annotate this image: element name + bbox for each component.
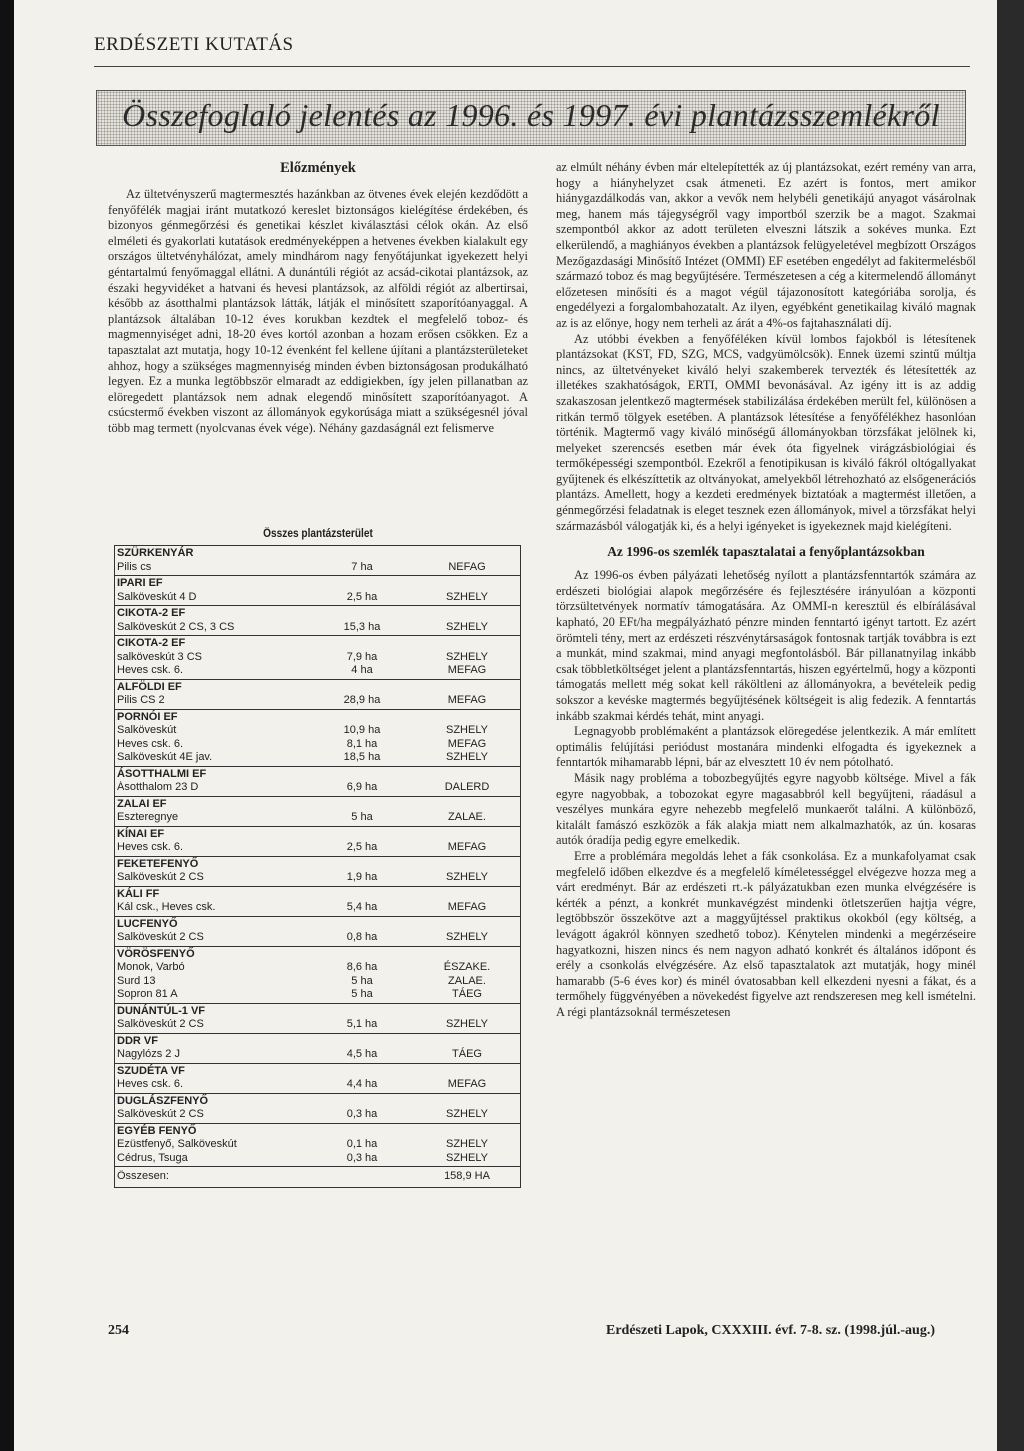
title-banner: [96, 90, 966, 146]
area-cell: 0,3 ha: [346, 1108, 378, 1120]
page-number: 254: [108, 1323, 129, 1338]
site-cell: salköveskút 3 CS: [117, 650, 202, 663]
species-name: LUCFENYŐ: [117, 917, 178, 930]
site-cell: Kál csk., Heves csk.: [117, 901, 216, 913]
site-cell: Sopron 81 A: [117, 988, 178, 1000]
table-row: [117, 931, 518, 945]
right-paragraph-1: az elmúlt néhány évben már eltelepítették az új plantázsokat, ezért remény van arra, hogy a hiányhelyzet csak átmeneti. Ez azért is fontos, mert amikor hiánygazdálkodás van, akkor a vevők nem helybéli genetikájú anyagot vásárolnak meg, hanem más tájegységről vagy importból szerzik be a magot. Szakmai szempontból akkor az adott területen elveszni látszik a sokéves munka. Ezt elkerülendő, a maghiányos években a plantázsok felügyeletével megbízott Országos Mezőgazdasági Minősítő Intézet (OMMI) EF esetében engedélyt ad fakitermelésből származó toboz és mag begyűjtésére. Természetesen a cég a kitermelendő állományt előzetesen minősíti és a magot végül tájazonosított kategóriába sorolja, és engedélyezi a forgalombahozatalt. Az ilyen, egyébként genetikailag kiváló magnak az is az előnye, hogy nem terheli az árát a 4%-os fajtahasználati díj.: [556, 160, 976, 330]
org-cell: ÉSZAKE.: [443, 961, 491, 973]
right-paragraph-5: Másik nagy probléma a tobozbegyűjtés egyre nagyobb költsége. Mivel a fák egyre nagyobbak, a tobozokat egyre magasabbról kell begyűjteni, ráadásul a veszélyes munkára egyre nehezebb megfelelő munkaerőt találni. A különböző, kitalált famászó eszközök a fák alakja miatt nem alkalmazhatók, az ún. kosaras autók óradíja pedig egyre emelkedik.: [556, 770, 976, 848]
site-cell: Eszteregnye: [117, 811, 179, 823]
table-title: Összes plantázsterület: [263, 528, 373, 540]
species-name: PORNÓI EF: [117, 710, 178, 723]
table-group: [115, 826, 520, 856]
species-name: IPARI EF: [117, 577, 163, 589]
species-name: EGYÉB FENYŐ: [117, 1124, 197, 1137]
site-cell: Salköveskút 2 CS: [117, 1018, 204, 1030]
area-cell: 7,9 ha: [346, 650, 378, 663]
table-row: [117, 871, 518, 885]
area-cell: 15,3 ha: [343, 620, 381, 633]
org-cell: MEFAG: [447, 694, 487, 706]
table-row: [117, 988, 518, 1002]
site-cell: Pilis CS 2: [117, 694, 165, 706]
right-paragraph-6: Erre a problémára megoldás lehet a fák csonkolása. Ez a munkafolyamat csak megfelelő időben elkezdve és a megfelelő kíméletességgel elvégezve hozza meg a várt eredményt. Bár az erdészeti rt.-k pályázatukban ezen munka elvégzésére is kérték a pénzt, a konkrét munkavégzést mindenki ötletszerűen hajtja végre, legtöbbször összekötve azt a maggyűjtéssel praktikus okokból (egy költség, a levágott ágakról könnyen szedhető toboz). Kénytelen mindenki a megérzéseire hagyatkozni, hiszen nincs és nem nagyon adható konkrét és általános időpont és erély a csonkolás elvégzésére. Az első tapasztalatok azt mutatják, hogy minél hamarabb (5-6 éves kor) és minél óvatosabban kell elkezdeni nyesni a fákat, és a termőhely függvényében a növekedést figyelve azt rendszeresen meg kell ismételni. A régi plantázsoknál természetesen: [556, 848, 976, 1019]
area-cell: 18,5 ha: [343, 751, 381, 763]
table-group: [115, 605, 520, 635]
species-name: ZALAI EF: [117, 797, 167, 810]
org-cell: SZHELY: [446, 1108, 488, 1120]
species-name: KÍNAI EF: [117, 827, 165, 840]
species-name: KÁLI FF: [117, 887, 160, 900]
org-cell: SZHELY: [446, 931, 488, 943]
area-cell: 28,9 ha: [343, 694, 381, 706]
org-cell: MEFAG: [447, 1078, 487, 1090]
table-row: [117, 1152, 518, 1166]
species-name: VÖRÖSFENYŐ: [117, 947, 195, 960]
table-group: [115, 1093, 520, 1123]
area-cell: 0,1 ha: [346, 1138, 378, 1150]
table-group: [115, 635, 520, 679]
org-cell: ZALAE.: [448, 811, 486, 823]
right-paragraph-4: Legnagyobb problémaként a plantázsok elöregedése jelentkezik. A már említett optimális felújítási periódust mostanára mindenki elfogadta és igyekeznek a fenntartók mihamarabb lépni, bár az elvesztett 10 év nem pótolható.: [556, 724, 976, 770]
org-cell: MEFAG: [447, 841, 487, 853]
org-cell: MEFAG: [447, 664, 487, 676]
area-cell: 5,1 ha: [346, 1018, 378, 1030]
org-cell: SZHELY: [446, 1138, 488, 1150]
table-row: [117, 811, 518, 825]
right-column: [556, 160, 976, 1020]
table-group: [115, 709, 520, 766]
area-cell: 0,8 ha: [346, 931, 378, 943]
site-cell: Heves csk. 6.: [117, 664, 184, 676]
area-cell: 8,6 ha: [346, 961, 378, 973]
table-row: [117, 901, 518, 915]
scan-left-edge: [0, 0, 14, 1451]
site-cell: Salköveskút 2 CS: [117, 931, 204, 943]
species-name: DUGLÁSZFENYŐ: [117, 1094, 209, 1107]
table-group: [115, 1063, 520, 1093]
species-name: SZÜRKENYÁR: [117, 547, 194, 559]
table-row: [117, 975, 518, 989]
site-cell: Ásotthalom 23 D: [117, 781, 199, 793]
table-row: [117, 724, 518, 738]
area-cell: 4 ha: [351, 664, 373, 676]
table-row: [117, 694, 518, 708]
right-paragraph-3: Az 1996-os évben pályázati lehetőség nyílott a plantázsfenntartók számára az erdészeti biológiai alapok megőrzésére és fejlesztésére irányulóan a központi törzsültetvények normatív támogatására. Az OMMI-n keresztül és elbírálásával kapható, 20 EFt/ha megpályázható pénzre minden fenntartó igényt tartott. Ez azért örömteli tény, mert az erdészeti részvénytársaságok fontosnak tartják továbbra is ezt a munkát, mind szakmai, mind anyagi megfontolásból. Bár pillanatnyilag inkább csak többletköltséget jelent a plantázsfenntartás, hiszen egyértelmű, hogy a központi támogatás mellett még sokat kell ráköltleni az állományokra, a bevételeik pedig sokszor a kevéske magtermés begyűjtésének költségeit is alig fedezik. A fenntartás inkább szakmai kérdés tehát, mint anyagi.: [556, 568, 976, 723]
site-cell: Heves csk. 6.: [117, 1078, 184, 1090]
area-cell: 1,9 ha: [346, 871, 378, 883]
species-name: ALFÖLDI EF: [117, 680, 182, 693]
site-cell: Salköveskút 4 D: [117, 590, 197, 603]
table-row: [117, 1018, 518, 1032]
site-cell: Ezüstfenyő, Salköveskút: [117, 1138, 237, 1150]
table-row: [117, 781, 518, 795]
left-column: [108, 160, 528, 437]
org-cell: SZHELY: [446, 1018, 488, 1030]
table-group: [115, 886, 520, 916]
area-cell: 5,4 ha: [346, 901, 378, 913]
area-cell: 5 ha: [351, 988, 373, 1000]
table-row: [117, 1048, 518, 1062]
table-group: [115, 856, 520, 886]
org-cell: TÁEG: [452, 1048, 482, 1060]
area-cell: 2,5 ha: [346, 841, 378, 853]
org-cell: SZHELY: [446, 590, 488, 603]
plantation-table: [114, 545, 521, 1188]
org-cell: NEFAG: [448, 560, 486, 573]
table-row: [117, 561, 518, 575]
area-cell: 7 ha: [351, 560, 373, 573]
species-name: SZUDÉTA VF: [117, 1064, 185, 1077]
table-row: [117, 591, 518, 605]
table-row: [117, 1078, 518, 1092]
site-cell: Nagylózs 2 J: [117, 1048, 180, 1060]
area-cell: 6,9 ha: [346, 781, 378, 793]
site-cell: Salköveskút 2 CS: [117, 871, 204, 883]
org-cell: SZHELY: [446, 724, 488, 736]
area-cell: 5 ha: [351, 811, 373, 823]
species-name: CIKOTA-2 EF: [117, 607, 186, 619]
article-title: Összefoglaló jelentés az 1996. és 1997. évi plantázsszemlékről: [122, 97, 940, 133]
total-spacer: [307, 1170, 417, 1184]
org-cell: MEFAG: [447, 737, 487, 750]
table-total-row: [115, 1166, 520, 1187]
species-name: FEKETEFENYŐ: [117, 857, 199, 870]
table-group: [115, 679, 520, 709]
table-group: [115, 796, 520, 826]
org-cell: SZHELY: [446, 871, 488, 883]
table-row: [117, 751, 518, 765]
left-paragraph-1: Az ültetvényszerű magtermesztés hazánkban az ötvenes évek elején kezdődött a fenyőfélék magjai iránt mutatkozó kereslet biztonságos kielégítése érdekében, és bizonyos génmegőrzési és genetikai készlet kiválasztási célok okán. Az első elméleti és gyakorlati kutatások eredményeképpen a hetvenes években kialakult egy országos ültetvényhálózat, amely mindhárom nagy fenyőtájunkat igyekezett helyi géntartalmú fenyőmaggal ellátni. A dunántúli régiót az acsád-cikotai plantázsok, az északi hegyvidéket a hatvani és hevesi plantázsok, az alföldi régiót az albertirsai, később az ásotthalmi plantázsok látták, látják el minősített szaporítóanyaggal. A plantázsok általában 10-12 éves korukban kezdtek el megfelelő toboz- és magmennyiséget adni, 18-20 éves kortól azonban a hozam erősen csökken. Ez a tapasztalat azt mutatja, hogy 10-12 évenként fel kellene újítani a plantázsterületeket ahhoz, hogy a szükséges magmennyiség minden évben biztonságosan produkálható legyen. Ez a munka legtöbbször elmaradt az eddigiekben, így jelen pillanatban az elöregedett plantázsok nem adnak elegendő minősített szaporítóanyagot. A csúcstermő években viszont az állományok egykorúsága miatt a szükségesnél jóval több mag termett (nyolcvanas évek vége). Néhány gazdaságnál ezt felismerve: [108, 187, 528, 435]
org-cell: ZALAE.: [448, 974, 486, 987]
table-row: [117, 841, 518, 855]
table-group: [115, 1123, 520, 1167]
species-name: DDR VF: [117, 1034, 158, 1047]
site-cell: Salköveskút: [117, 724, 177, 736]
table-row: [117, 961, 518, 975]
area-cell: 10,9 ha: [343, 724, 381, 736]
table-row: [117, 664, 518, 678]
org-cell: TÁEG: [452, 988, 482, 1000]
table-group: [115, 946, 520, 1003]
table-group: [115, 575, 520, 605]
org-cell: SZHELY: [446, 650, 488, 663]
section-heading-1996: Az 1996-os szemlék tapasztalatai a fenyőplantázsokban: [607, 544, 925, 560]
site-cell: Salköveskút 4E jav.: [117, 751, 213, 763]
table-group: [115, 1003, 520, 1033]
org-cell: SZHELY: [446, 1151, 488, 1164]
site-cell: Heves csk. 6.: [117, 737, 184, 750]
org-cell: SZHELY: [446, 620, 488, 633]
table-group: [115, 766, 520, 796]
table-row: [117, 1108, 518, 1122]
area-cell: 8,1 ha: [346, 737, 378, 750]
site-cell: Heves csk. 6.: [117, 841, 184, 853]
table-row: [117, 621, 518, 635]
site-cell: Salköveskút 2 CS: [117, 1108, 204, 1120]
site-cell: Cédrus, Tsuga: [117, 1151, 188, 1164]
site-cell: Surd 13: [117, 974, 156, 987]
table-row: [117, 738, 518, 752]
table-group: [115, 1033, 520, 1063]
site-cell: Monok, Varbó: [117, 961, 185, 973]
journal-citation: Erdészeti Lapok, CXXXIII. évf. 7-8. sz. (1998.júl.-aug.): [606, 1323, 935, 1338]
site-cell: Pilis cs: [117, 560, 152, 573]
scan-right-edge: [997, 0, 1024, 1451]
table-group: [115, 546, 520, 575]
area-cell: 4,4 ha: [346, 1078, 378, 1090]
section-heading-elozmenyek: Előzmények: [280, 160, 356, 176]
species-name: CIKOTA-2 EF: [117, 637, 186, 649]
table-row: [117, 651, 518, 665]
total-label: Összesen:: [117, 1170, 169, 1182]
species-name: ÁSOTTHALMI EF: [117, 767, 207, 780]
area-cell: 5 ha: [351, 974, 373, 987]
area-cell: 4,5 ha: [346, 1048, 378, 1060]
site-cell: Salköveskút 2 CS, 3 CS: [117, 620, 235, 633]
running-head: ERDÉSZETI KUTATÁS: [94, 34, 294, 55]
org-cell: DALERD: [444, 781, 490, 793]
header-rule: [94, 66, 970, 67]
area-cell: 2,5 ha: [346, 590, 378, 603]
total-value: 158,9 HA: [444, 1170, 490, 1182]
org-cell: SZHELY: [446, 751, 488, 763]
area-cell: 0,3 ha: [346, 1151, 378, 1164]
table-group: [115, 916, 520, 946]
right-paragraph-2: Az utóbbi években a fenyőféléken kívül lombos fajokból is létesítenek plantázsokat (KST, FD, SZG, MCS, vadgyümölcsök). Ennek üzemi szintű múltja nincs, az ültetvényeket kiváló helyi szakemberek tervezték és létesítették az illetékes szakhatóságok, ERTI, OMMI bevonásával. Az igény itt is az addig szakaszosan jelentkező magtermések stabilizálása érdekében merült fel, különösen a ritkán termő tölgyek esetében. A plantázsok létesítése a fenyőfélékhez hasonlóan történik. Magtermő vagy kiváló minőségű állományokban törzsfákat jelölnek ki, melyeket szerencsés esetben már évek óta figyelnek virágzásbiológiai és termőképességi szempontból. Ezekről a fenotipikusan is kiváló fákról oltógallyakat gyűjtenek és elkészíttetik az oltványokat, amelyekből létrehozható az elsőgenerációs plantázs. Amellett, hogy a kezdeti eredmények biztatóak a magtermést illetően, a génmegőrzési feladatnak is eleget tesznek ezen állományok, mivel a törzsfákat helyi származásból válogatják ki, és a helyi igényeket is igyekeznek majd kielégíteni.: [556, 331, 976, 533]
species-name: DUNÁNTÚL-1 VF: [117, 1004, 205, 1017]
table-row: [117, 1138, 518, 1152]
org-cell: MEFAG: [447, 901, 487, 913]
